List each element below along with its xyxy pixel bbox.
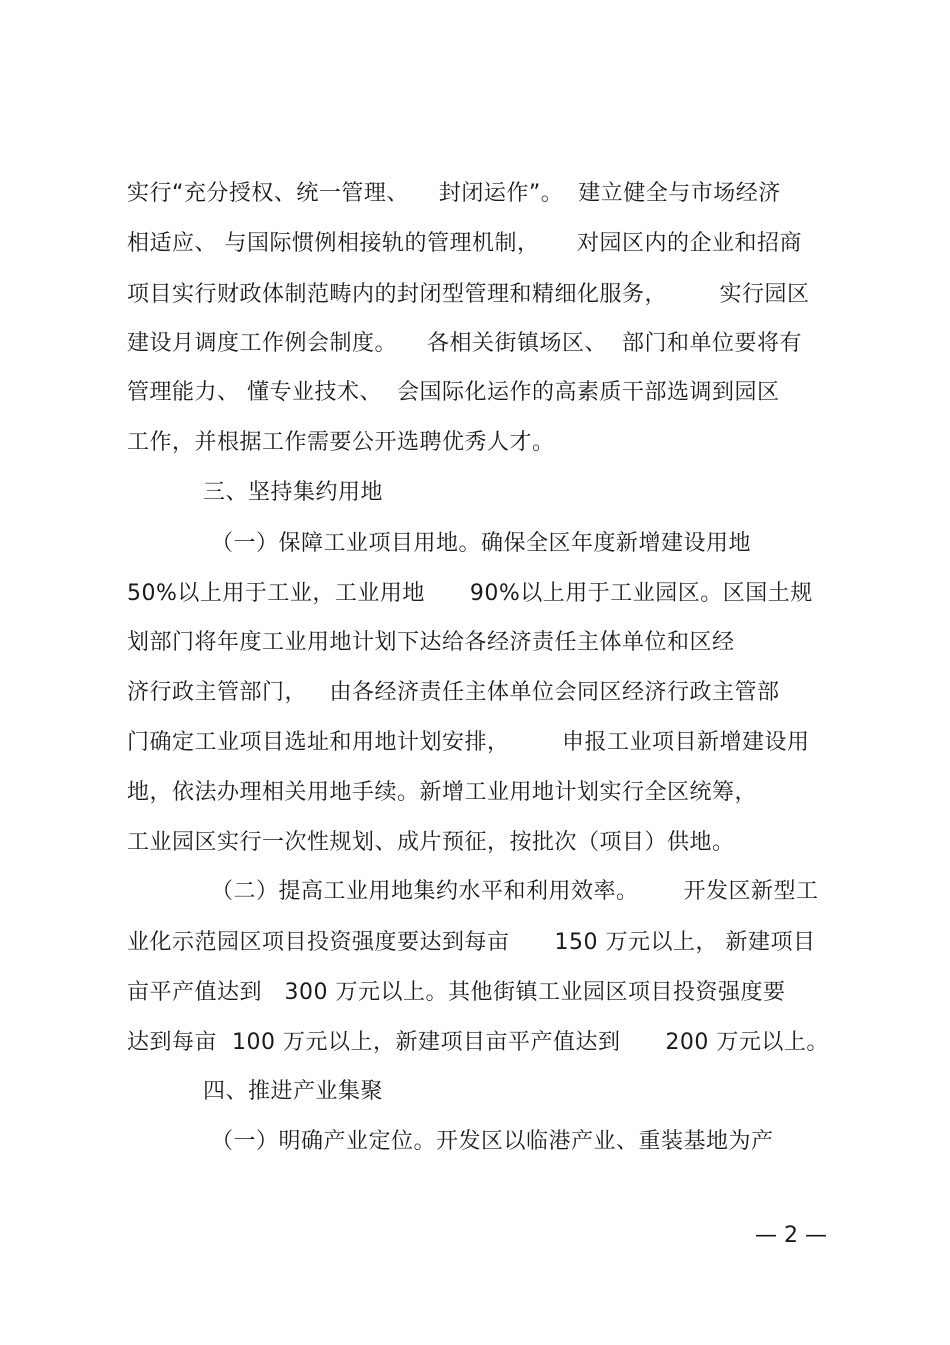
body-text-line: 项目实行财政体制范畴内的封闭型管理和精细化服务， 实行园区 <box>127 282 810 307</box>
body-text-line: 实行“充分授权、统一管理、 封闭运作”。 建立健全与市场经济 <box>127 181 781 206</box>
subsection-heading: （一）明确产业定位。开发区以临港产业、重装基地为产 <box>211 1129 774 1154</box>
body-text-line: 亩平产值达到 300 万元以上。其他街镇工业园区项目投资强度要 <box>127 980 786 1005</box>
body-text-line: 济行政主管部门， 由各经济责任主体单位会同区经济行政主管部 <box>127 680 780 705</box>
body-text-line: 业化示范园区项目投资强度要达到每亩 150 万元以上， 新建项目 <box>127 930 816 955</box>
body-text-line: 工作，并根据工作需要公开选聘优秀人才。 <box>127 430 555 455</box>
body-text-line: 建设月调度工作例会制度。 各相关街镇场区、 部门和单位要将有 <box>127 331 802 356</box>
body-text-line: 50%以上用于工业，工业用地 90%以上用于工业园区。区国土规 <box>127 581 813 606</box>
section-heading: 三、坚持集约用地 <box>203 480 384 505</box>
body-text-line: 门确定工业项目选址和用地计划安排， 申报工业项目新增建设用 <box>127 730 810 755</box>
body-text-line: 工业园区实行一次性规划、成片预征，按批次（项目）供地。 <box>127 830 735 855</box>
body-text-line: 达到每亩 100 万元以上，新建项目亩平产值达到 200 万元以上。 <box>127 1030 829 1055</box>
body-text-line: 管理能力、 懂专业技术、 会国际化运作的高素质干部选调到园区 <box>127 380 780 405</box>
section-heading: 四、推进产业集聚 <box>203 1079 384 1104</box>
subsection-heading: （二）提高工业用地集约水平和利用效率。 开发区新型工 <box>211 879 819 904</box>
body-text-line: 相适应、 与国际惯例相接轨的管理机制， 对园区内的企业和招商 <box>127 231 802 256</box>
subsection-heading: （一）保障工业项目用地。确保全区年度新增建设用地 <box>211 531 752 556</box>
body-text-line: 地，依法办理相关用地手续。新增工业用地计划实行全区统筹， <box>127 780 758 805</box>
body-text-line: 划部门将年度工业用地计划下达给各经济责任主体单位和区经 <box>127 630 735 655</box>
page-number: — 2 — <box>755 1223 827 1248</box>
